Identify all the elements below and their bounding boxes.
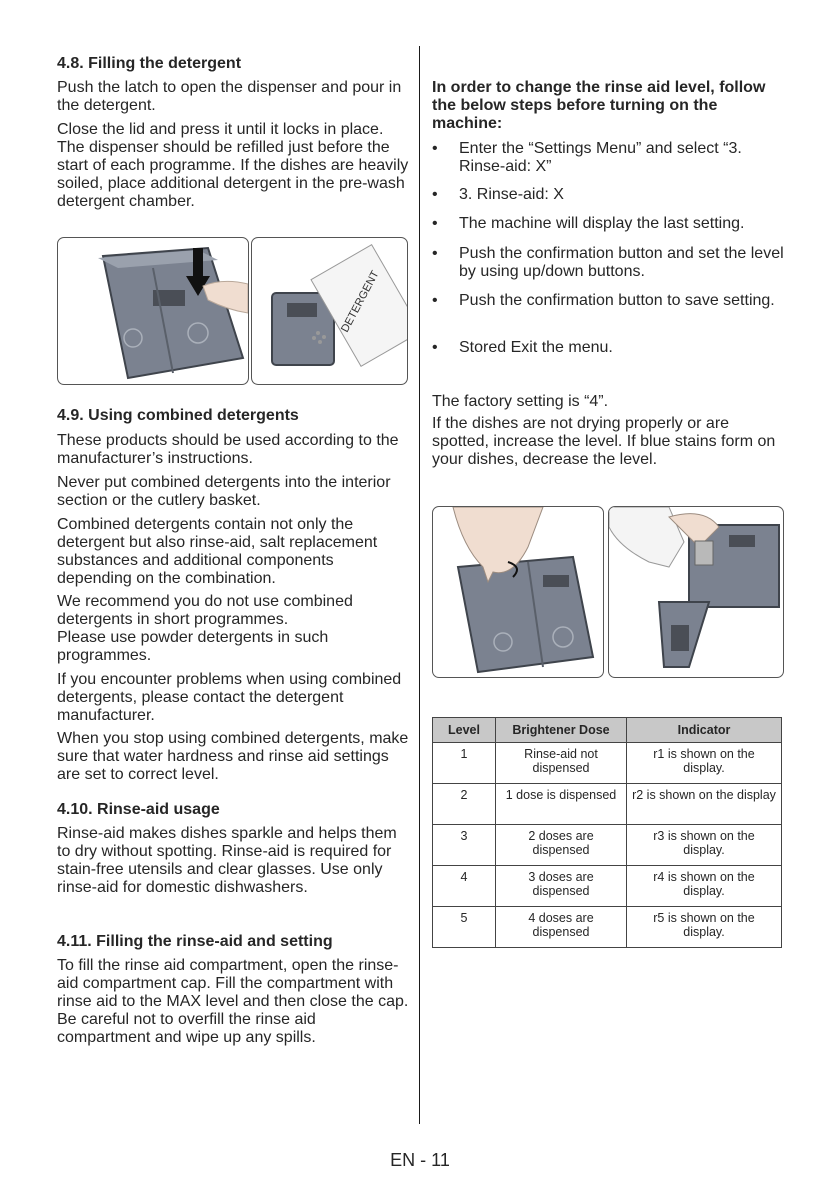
level-cell: 4 [433,866,496,907]
level-cell: 2 [433,784,496,825]
bullet-icon: • [432,339,438,356]
step-item [432,292,784,328]
table-row [433,784,782,825]
section-4-9-paragraph-4a: We recommend you do not use combined detergents in short programmes. [57,593,353,628]
section-4-8-title: 4.8. Filling the detergent [57,55,242,72]
dose-cell: 4 doses are dispensed [496,907,627,948]
section-4-9-paragraph-1: These products should be used according to the manufacturer’s instructions. [57,432,399,467]
indicator-cell: r1 is shown on the display. [627,743,782,784]
dose-cell: 1 dose is dispensed [496,784,627,825]
section-4-10-paragraph-1: Rinse-aid makes dishes sparkle and helps them to dry without spotting. Rinse-aid is required for stain-free utensils and clear glasses. Use only rinse-aid for domestic dishwashers. [57,825,397,896]
bullet-icon: • [432,245,438,262]
section-4-11-paragraph-1: To fill the rinse aid compartment, open the rinse-aid compartment cap. Fill the compartment with rinse aid to the MAX level and then close the cap. Be careful not to overfill the rinse aid compartment and wipe up any spills. [57,957,409,1046]
bullet-icon: • [432,186,438,203]
step-text: Push the confirmation button to save setting. [459,292,775,309]
factory-setting-text: The factory setting is “4”. [432,393,609,410]
indicator-cell: r4 is shown on the display. [627,866,782,907]
bullet-icon: • [432,292,438,309]
table-row [433,743,782,784]
rinse-aid-levels-table [432,717,782,948]
table-row [433,866,782,907]
level-cell: 5 [433,907,496,948]
table-row [433,825,782,866]
bullet-icon: • [432,215,438,232]
page-number: EN - 11 [390,1150,450,1170]
section-4-8-paragraph-1: Push the latch to open the dispenser and pour in the detergent. [57,79,402,114]
indicator-cell: r2 is shown on the display [627,784,782,825]
step-text: Stored Exit the menu. [459,339,613,356]
step-item [432,186,784,204]
indicator-cell: r3 is shown on the display. [627,825,782,866]
step-item [432,215,784,233]
level-cell: 1 [433,743,496,784]
detergent-pouring-image [251,237,408,385]
dose-cell: Rinse-aid not dispensed [496,743,627,784]
step-item [432,245,784,281]
rinse-aid-advice-text: If the dishes are not drying properly or are spotted, increase the level. If blue stains form on your dishes, decrease the level. [432,415,776,468]
dose-cell: 3 doses are dispensed [496,866,627,907]
rinse-aid-filling-image [608,506,784,678]
step-text: 3. Rinse-aid: X [459,186,564,203]
step-text: The machine will display the last setting. [459,215,745,232]
detergent-pack-label: DETERGENT [339,268,382,335]
rinse-aid-level-intro: In order to change the rinse aid level, follow the below steps before turning on the machine: [432,79,766,132]
table-row [433,907,782,948]
section-4-9-title: 4.9. Using combined detergents [57,407,299,424]
section-4-11-title: 4.11. Filling the rinse-aid and setting [57,933,333,950]
dose-cell: 2 doses are dispensed [496,825,627,866]
step-item [432,339,784,357]
section-4-9-paragraph-5: If you encounter problems when using combined detergents, please contact the detergent manufacturer. [57,671,402,724]
step-item [432,140,784,176]
indicator-cell: r5 is shown on the display. [627,907,782,948]
section-4-9-paragraph-4b: Please use powder detergents in such programmes. [57,629,329,664]
column-divider [419,46,420,1124]
section-4-9-paragraph-2: Never put combined detergents into the interior section or the cutlery basket. [57,474,391,509]
table-header-row [433,718,782,743]
step-text: Push the confirmation button and set the level by using up/down buttons. [459,245,784,280]
section-4-8-paragraph-2: Close the lid and press it until it locks in place. The dispenser should be refilled just before the start of each programme. If the dishes are heavily soiled, place additional detergent in the pre-wash detergent chamber. [57,121,409,210]
column-header-level: Level [433,718,496,743]
section-4-9-paragraph-6: When you stop using combined detergents, make sure that water hardness and rinse aid settings are set to correct level. [57,730,409,783]
step-text: Enter the “Settings Menu” and select “3. Rinse-aid: X” [459,140,742,175]
section-4-10-title: 4.10. Rinse-aid usage [57,801,220,818]
section-4-9-paragraph-3: Combined detergents contain not only the detergent but also rinse-aid, salt replacement substances and additional components depending on the combination. [57,516,378,587]
column-header-brightener-dose: Brightener Dose [496,718,627,743]
column-header-indicator: Indicator [627,718,782,743]
rinse-aid-cap-image [432,506,604,678]
level-cell: 3 [433,825,496,866]
dispenser-latch-image [57,237,249,385]
bullet-icon: • [432,140,438,157]
